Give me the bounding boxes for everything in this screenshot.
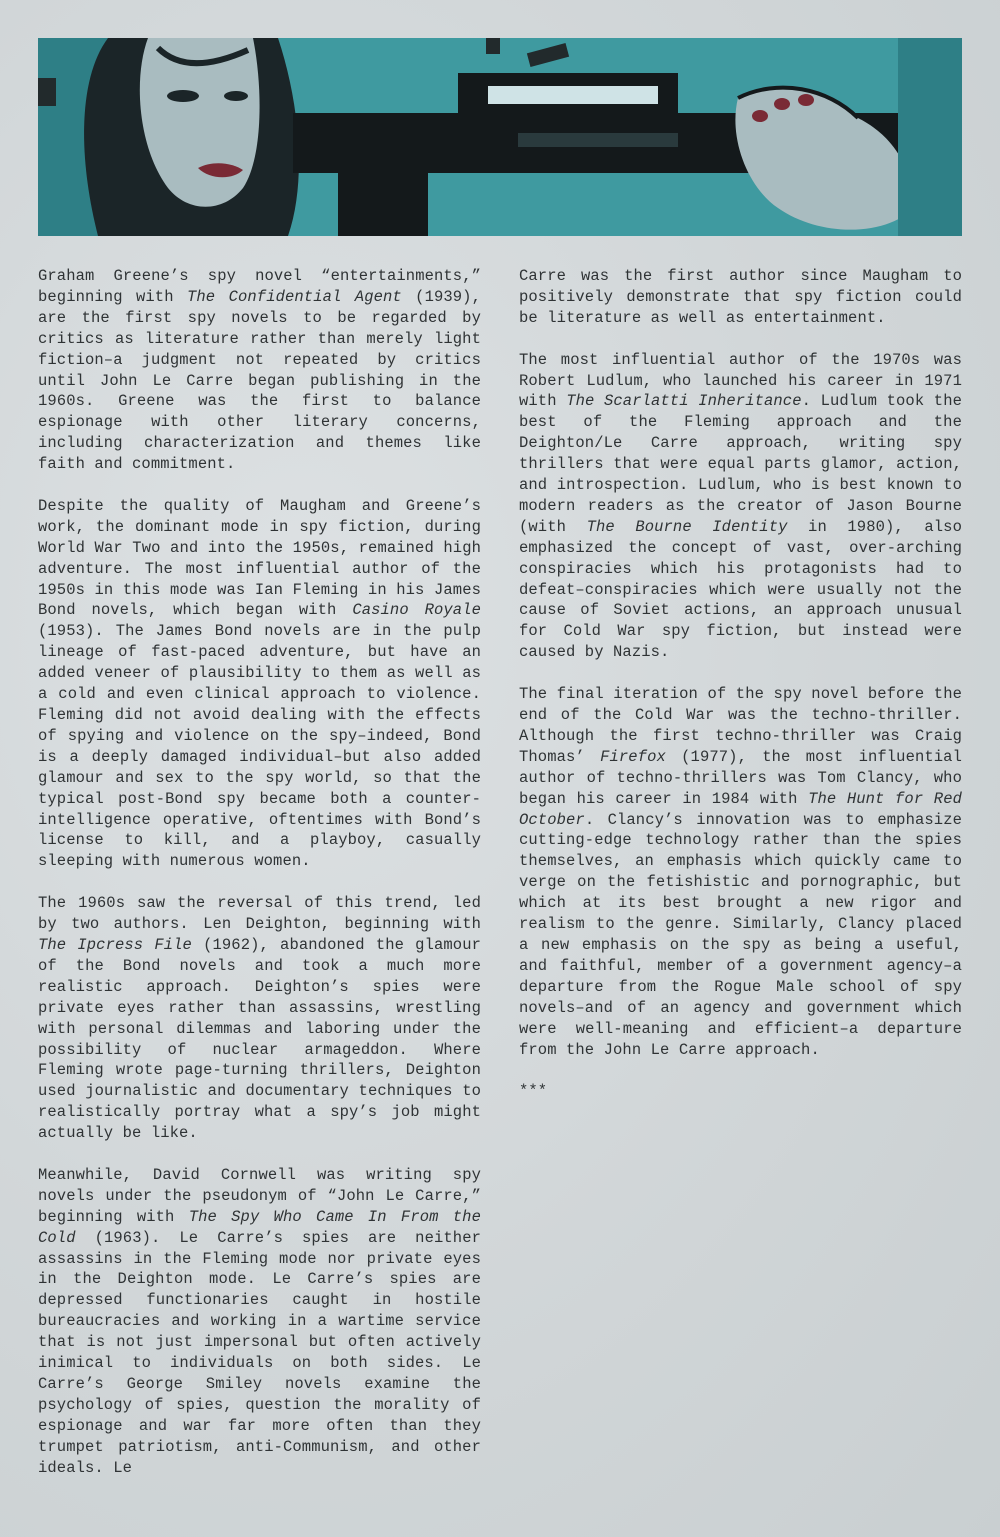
book-title: The Hunt for Red October: [519, 789, 962, 829]
header-illustration: [38, 38, 962, 236]
book-title: The Spy Who Came In From the Cold: [38, 1207, 481, 1247]
article-column-right: [519, 266, 962, 1123]
book-title: Firefox: [600, 747, 666, 766]
paragraph: Despite the quality of Maugham and Greene’s work, the dominant mode in spy fiction, during World War Two and into the 1950s, remained high adventure. The most influential author of the 1950s in this mode was Ian Fleming in his James Bond novels, which began with Casino Royale (1953). The James Bond novels are in the pulp lineage of fast-paced adventure, but have an added veneer of plausibility to them as well as a cold and even clinical approach to violence. Fleming did not avoid dealing with the effects of spying and violence on the spy–indeed, Bond is a deeply damaged individual–but also added glamour and sex to the spy world, so that the typical post-Bond spy became both a counter-intelligence operative, oftentimes with Bond’s license to kill, and a playboy, casually sleeping with numerous women.: [38, 496, 481, 871]
paragraph: The most influential author of the 1970s was Robert Ludlum, who launched his career in 1971 with The Scarlatti Inheritance. Ludlum took the best of the Fleming approach and the Deighton/Le Carre approach, writing spy thrillers that were equal parts glamor, action, and introspection. Ludlum, who is best known to modern readers as the creator of Jason Bourne (with The Bourne Identity in 1980), also emphasized the concept of vast, over-arching conspiracies which his protagonists had to defeat–conspiracies which were usually not the cause of Soviet actions, an approach unusual for Cold War spy fiction, but instead were caused by Nazis.: [519, 350, 963, 662]
paragraph: The final iteration of the spy novel before the end of the Cold War was the techno-thriller. Although the first techno-thriller was Craig Thomas’ Firefox (1977), the most influential author of techno-thrillers was Tom Clancy, who began his career in 1984 with The Hunt for Red October. Clancy’s innovation was to emphasize cutting-edge technology rather than the spies themselves, an emphasis which quickly came to verge on the fetishistic and pornographic, but which at its best brought a new rigor and realism to the genre. Similarly, Clancy placed a new emphasis on the spy as being a useful, and faithful, member of a government agency–a departure from the Rogue Male school of spy novels–and of an agency and government which were well-meaning and efficient–a departure from the John Le Carre approach.: [519, 685, 962, 1059]
book-title: Casino Royale: [352, 601, 481, 620]
paragraph: Meanwhile, David Cornwell was writing spy novels under the pseudonym of “John Le Carre,” beginning with The Spy Who Came In From the Cold (1963). Le Carre’s spies are neither assassins in the Fleming mode nor private eyes in the Deighton mode. Le Carre’s spies are depressed functionaries caught in hostile bureaucracies and working in a wartime service that is not just impersonal but often actively inimical to individuals on both sides. Le Carre’s George Smiley novels examine the psychology of spies, question the morality of espionage and war far more often than they trumpet patriotism, anti-Communism, and other ideals. Le: [38, 1165, 481, 1477]
book-title: The Ipcress File: [38, 935, 192, 954]
article-column-left: [38, 266, 481, 1499]
paragraph: The 1960s saw the reversal of this trend, led by two authors. Len Deighton, beginning with The Ipcress File (1962), abandoned the glamour of the Bond novels and took a much more realistic approach. Deighton’s spies were private eyes rather than assassins, wrestling with personal dilemmas and laboring under the possibility of nuclear armageddon. Where Fleming wrote page-turning thrillers, Deighton used journalistic and documentary techniques to realistically portray what a spy’s job might actually be like.: [38, 894, 481, 1143]
paragraph: Graham Greene’s spy novel “entertainments,” beginning with The Confidential Agent (1939), are the first spy novels to be regarded by critics as literature rather than merely light fiction–a judgment not repeated by critics until John Le Carre began publishing in the 1960s. Greene was the first to balance espionage with other literary concerns, including characterization and themes like faith and commitment.: [38, 267, 481, 474]
paragraph: Carre was the first author since Maugham to positively demonstrate that spy fiction could be literature as well as entertainment.: [519, 267, 962, 327]
book-title: The Scarlatti Inheritance: [566, 392, 802, 411]
book-title: The Bourne Identity: [586, 517, 788, 536]
section-divider: ***: [519, 1082, 548, 1101]
book-title: The Confidential Agent: [187, 287, 402, 306]
